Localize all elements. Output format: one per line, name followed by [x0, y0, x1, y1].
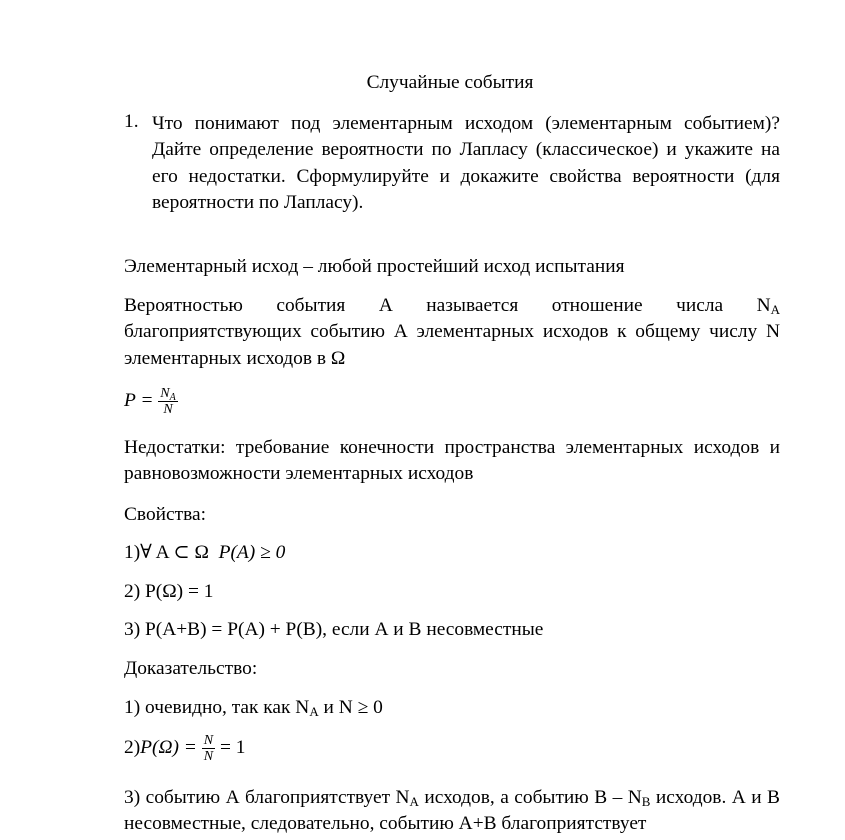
- formula-numerator: $N_A$: [160, 386, 176, 403]
- laplace-formula: [124, 386, 780, 417]
- proof-3-part3: исходов. А и В несовместные, следовательно, событию А+В благоприятствует: [124, 787, 780, 835]
- proof-1: [124, 695, 780, 721]
- page-title: Случайные события: [366, 72, 534, 93]
- proof-2-fraction: [202, 733, 215, 764]
- properties-label: Свойства:: [124, 504, 207, 525]
- proof-3: [124, 785, 780, 838]
- formula-fraction: [158, 386, 177, 417]
- proof-2-numerator: N: [203, 733, 214, 748]
- proof-2-lhs: P(Ω) =: [140, 736, 197, 758]
- property-1: [124, 540, 780, 566]
- property-2: 2) P(Ω) = 1: [124, 581, 214, 602]
- elementary-outcome-definition: Элементарный исход – любой простейший исход испытания: [124, 256, 625, 277]
- formula-lhs: P =: [124, 389, 154, 411]
- drawbacks-text: Недостатки: требование конечности пространства элементарных исходов и равновозможности элементарных исходов: [124, 437, 780, 485]
- proof-label: Доказательство:: [124, 658, 258, 679]
- property-3: 3) P(A+B) = P(A) + P(B), если А и В несовместные: [124, 619, 544, 640]
- formula-denominator: N: [163, 402, 173, 417]
- probability-definition-part1: Вероятностью события А называется отношение числа N: [124, 295, 771, 316]
- proof-3-subscript-a: A: [409, 794, 419, 809]
- probability-definition-part2: благоприятствующих событию А элементарных исходов к общему числу N элементарных исходов в Ω: [124, 321, 780, 369]
- proof-1-subscript: A: [309, 704, 319, 719]
- proof-3-part1: 3) событию А благоприятствует N: [124, 787, 410, 808]
- proof-2-denominator: N: [203, 749, 214, 764]
- proof-1-part2: и N ≥ 0: [318, 697, 383, 718]
- proof-2-prefix: 2): [124, 736, 141, 758]
- probability-definition: [124, 293, 780, 372]
- proof-3-subscript-b: B: [641, 794, 651, 809]
- proof-1-part1: 1) очевидно, так как N: [124, 697, 310, 718]
- question-item: [124, 111, 780, 216]
- proof-2-rhs: = 1: [219, 736, 246, 758]
- question-text: Что понимают под элементарным исходом (элементарным событием)? Дайте определение вероятности по Лапласу (классическое) и укажите на его недостатки. Сформулируйте и докажите свойства вероятности (для вероятности по Лапласу).: [152, 113, 780, 213]
- question-number: 1.: [124, 111, 139, 132]
- property-1-math: P(A) ≥ 0: [218, 542, 286, 563]
- proof-3-part2: исходов, а событию В – N: [418, 787, 642, 808]
- property-1-prefix: 1)∀ A ⊂ Ω: [124, 542, 209, 563]
- proof-2: [124, 733, 780, 764]
- probability-definition-subscript: A: [770, 302, 780, 317]
